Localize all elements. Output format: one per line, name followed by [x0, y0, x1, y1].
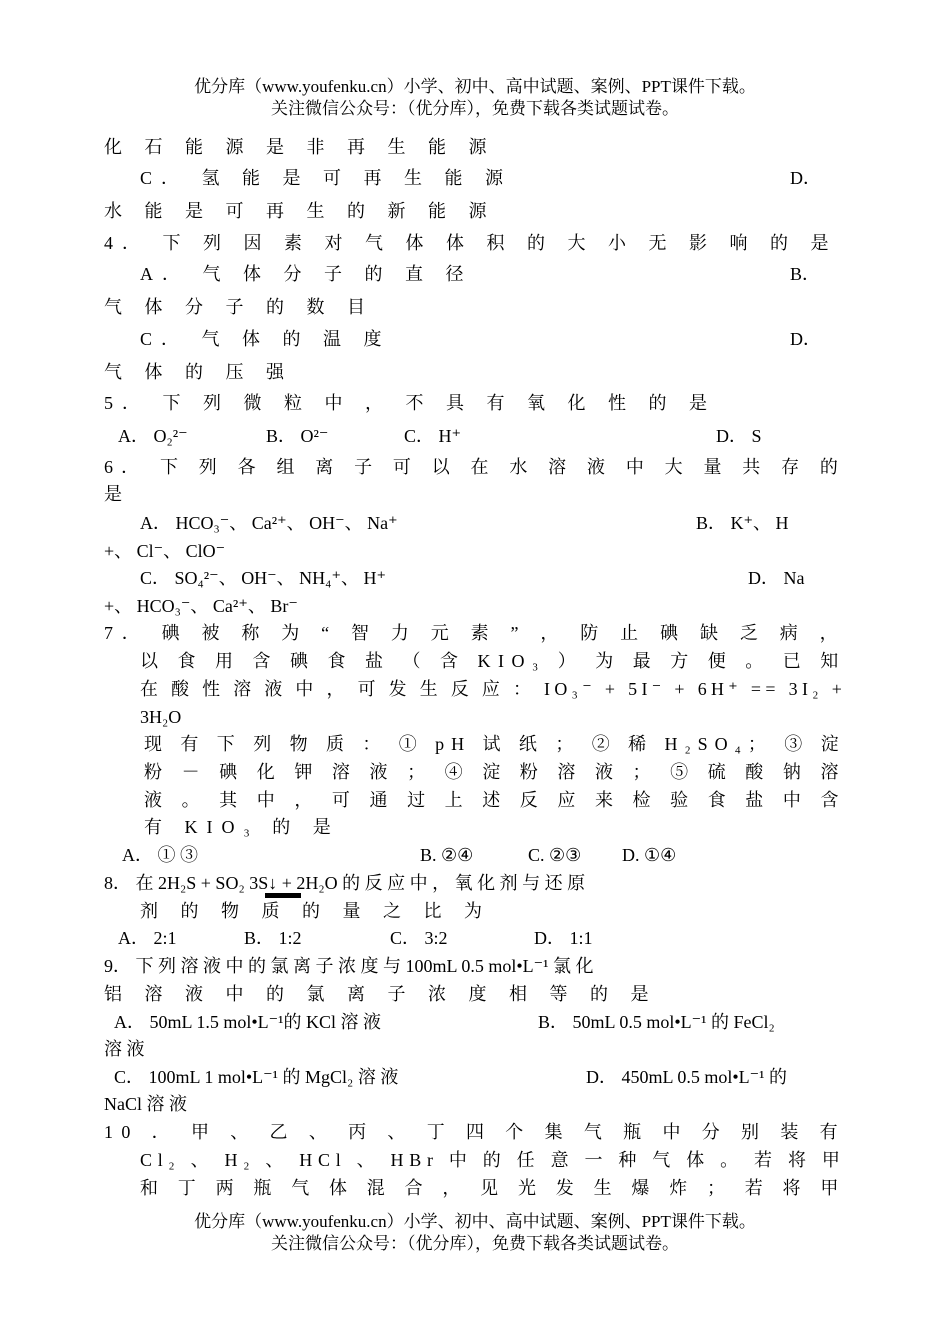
q8-option-b: B． 1:2: [244, 928, 302, 948]
q9-line-1: 9． 下 列 溶 液 中 的 氯 离 子 浓 度 与 100mL 0.5 mol•L⁻¹ 氯 化: [104, 956, 594, 976]
q7-line-4: 3H₂O: [140, 707, 182, 727]
q7-line-6: 粉 － 碘 化 钾 溶 液 ； ④ 淀 粉 溶 液 ； ⑤ 硫 酸 钠 溶: [144, 762, 846, 782]
q8-reaction-underline: [265, 893, 301, 898]
q9-option-d-cont: NaCl 溶 液: [104, 1094, 187, 1114]
footer-line-1: 优分库（www.youfenku.cn）小学、初中、高中试题、案例、PPT课件下载。: [194, 1212, 756, 1231]
page-footer: [0, 1211, 950, 1255]
q6-option-d: D． Na: [748, 568, 805, 588]
q6-option-c: C． SO₄²⁻、 OH⁻、 NH₄⁺、 H⁺: [140, 568, 386, 588]
q6-option-d-cont: +、 HCO₃⁻、 Ca²⁺、 Br⁻: [104, 596, 298, 616]
q4-option-d-text: 气 体 的 压 强: [104, 362, 293, 382]
q3-option-d-text: 水 能 是 可 再 生 的 新 能 源: [104, 201, 496, 221]
q7-line-1: 7． 碘 被 称 为 “ 智 力 元 素 ” ， 防 止 碘 缺 乏 病 ，: [104, 623, 847, 643]
q4-option-b-text: 气 体 分 子 的 数 目: [104, 297, 374, 317]
q10-line-1: 10 ． 甲 、 乙 、 丙 、 丁 四 个 集 气 瓶 中 分 别 装 有: [104, 1122, 846, 1142]
q10-line-3: 和 丁 两 瓶 气 体 混 合 ， 见 光 发 生 爆 炸 ； 若 将 甲: [140, 1178, 846, 1198]
q4-option-c: C． 气 体 的 温 度: [140, 329, 391, 349]
q9-option-b-cont: 溶 液: [104, 1039, 145, 1059]
q6-option-b: B． K⁺、 H: [696, 513, 789, 533]
q9-option-a: A． 50mL 1.5 mol•L⁻¹的 KCl 溶 液: [114, 1012, 382, 1032]
q4-option-d-label: D．: [790, 329, 821, 349]
q9-option-c: C． 100mL 1 mol•L⁻¹ 的 MgCl₂ 溶 液: [114, 1067, 399, 1087]
header-line-1: 优分库（www.youfenku.cn）小学、初中、高中试题、案例、PPT课件下载。: [194, 77, 756, 96]
q9-option-b: B． 50mL 0.5 mol•L⁻¹ 的 FeCl₂: [538, 1012, 775, 1032]
q6-option-a: A． HCO₃⁻、 Ca²⁺、 OH⁻、 Na⁺: [140, 513, 398, 533]
q4-stem: 4． 下 列 因 素 对 气 体 体 积 的 大 小 无 影 响 的 是: [104, 233, 838, 253]
q5-option-d: D． S: [716, 426, 762, 446]
q5-option-c: C． H⁺: [404, 426, 462, 446]
page-header: [0, 76, 950, 120]
q6-option-b-cont: +、 Cl⁻、 ClO⁻: [104, 541, 226, 561]
q3-option-c: C． 氢 能 是 可 再 生 能 源: [140, 168, 513, 188]
q7-option-c: C. ②③: [528, 845, 582, 865]
q5-stem: 5． 下 列 微 粒 中 ， 不 具 有 氧 化 性 的 是: [104, 393, 716, 413]
q7-line-2: 以 食 用 含 碘 食 盐 （ 含 KIO₃ ） 为 最 方 便 。 已 知: [140, 651, 846, 671]
q7-line-8: 有 KIO₃ 的 是: [144, 817, 340, 837]
q7-option-b: B. ②④: [420, 845, 474, 865]
q4-option-a: A． 气 体 分 子 的 直 径: [140, 264, 473, 284]
q10-line-2: Cl₂ 、 H₂ 、 HCl 、 HBr 中 的 任 意 一 种 气 体 。 若 将 甲: [140, 1150, 846, 1170]
header-line-2: 关注微信公众号：（优分库），免费下载各类试题试卷。: [271, 99, 679, 118]
q8-option-d: D． 1:1: [534, 928, 593, 948]
q8-option-a: A． 2:1: [118, 928, 177, 948]
q7-line-7: 液 。 其 中 ， 可 通 过 上 述 反 应 来 检 验 食 盐 中 含: [144, 790, 846, 810]
q3-option-d-label: D．: [790, 168, 821, 188]
q7-line-3: 在 酸 性 溶 液 中 ， 可 发 生 反 应 ： IO₃⁻ + 5I⁻ + 6H⁺ == 3I₂ +: [140, 679, 847, 699]
q8-line-1: 8． 在 2H₂S + SO₂ 3S↓ + 2H₂O 的 反 应 中 ， 氧 化 剂 与 还 原: [104, 873, 586, 893]
q7-option-d: D. ①④: [622, 845, 677, 865]
q7-option-a: A． ① ③: [122, 845, 198, 865]
q8-line-2: 剂 的 物 质 的 量 之 比 为: [140, 901, 491, 921]
q9-line-2: 铝 溶 液 中 的 氯 离 子 浓 度 相 等 的 是: [104, 984, 658, 1004]
q8-option-c: C． 3:2: [390, 928, 448, 948]
q5-option-a: A． O₂²⁻: [118, 426, 188, 446]
q3-option-b-tail: 化 石 能 源 是 非 再 生 能 源: [104, 137, 496, 157]
q5-option-b: B． O²⁻: [266, 426, 329, 446]
q9-option-d: D． 450mL 0.5 mol•L⁻¹ 的: [586, 1067, 788, 1087]
footer-line-2: 关注微信公众号：（优分库），免费下载各类试题试卷。: [271, 1234, 679, 1253]
q6-stem-cont: 是: [104, 484, 122, 504]
q7-line-5: 现 有 下 列 物 质 ： ① pH 试 纸 ； ② 稀 H₂SO₄； ③ 淀: [144, 734, 846, 754]
q6-stem: 6． 下 列 各 组 离 子 可 以 在 水 溶 液 中 大 量 共 存 的: [104, 457, 847, 477]
q4-option-b-label: B．: [790, 264, 821, 284]
